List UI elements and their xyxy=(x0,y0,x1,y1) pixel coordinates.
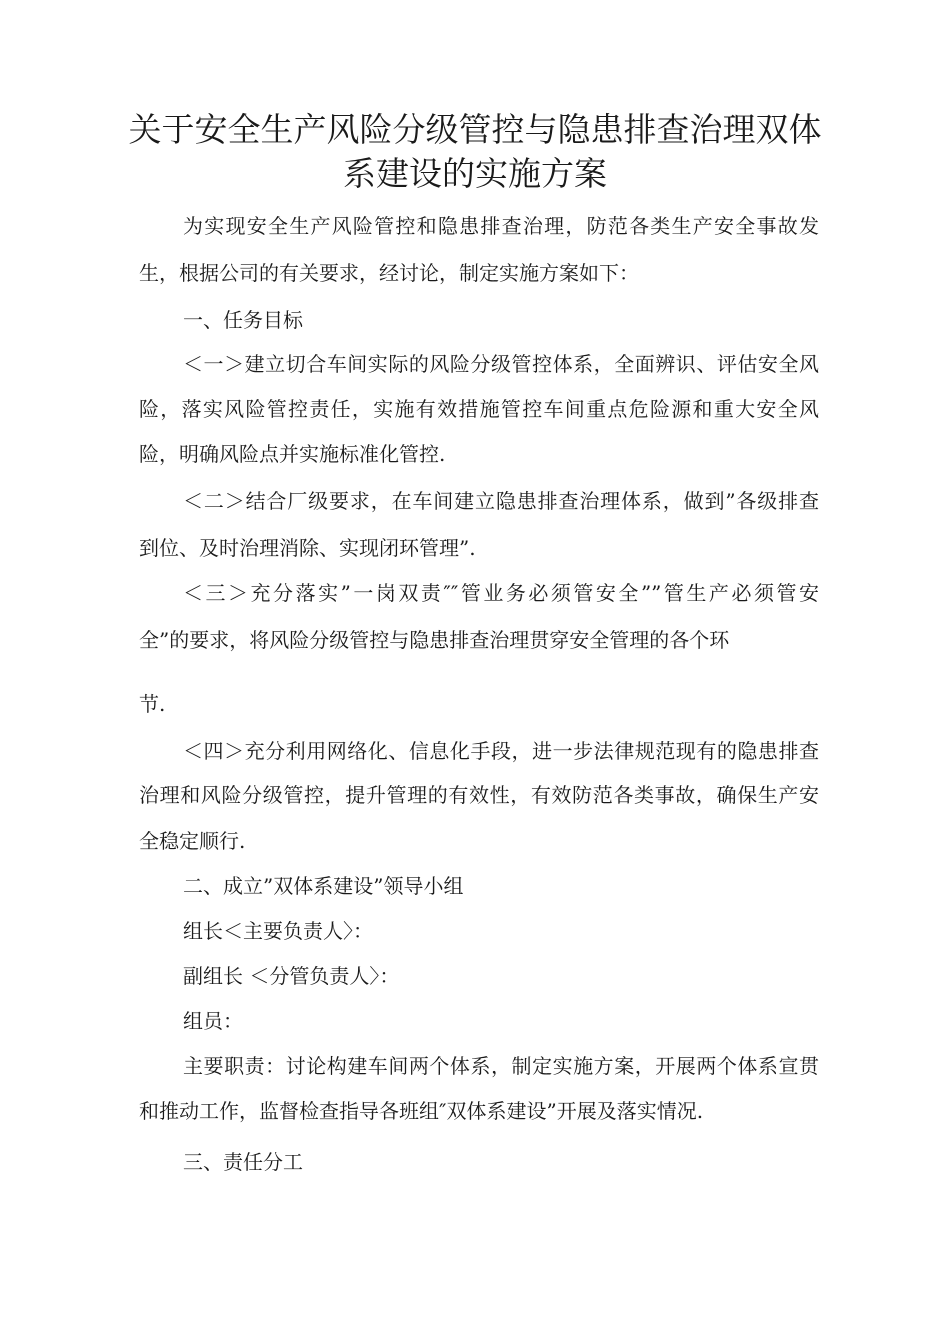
deputy-group-leader: 副组长 ＜分管负责人〉： xyxy=(183,964,400,988)
item-2-line-2: 到位、及时治理消除、实现闭环管理”. xyxy=(139,536,476,560)
document-title-line-1: 关于安全生产风险分级管控与隐患排查治理双体 xyxy=(128,110,822,149)
item-1-line-3: 险，明确风险点并实施标准化管控. xyxy=(139,442,446,466)
duties-line-1: 主要职责：讨论构建车间两个体系，制定实施方案，开展两个体系宣贯 xyxy=(183,1054,819,1078)
item-1-line-1: ＜一＞建立切合车间实际的风险分级管控体系，全面辨识、评估安全风 xyxy=(183,352,819,376)
heading-task-goals: 一、任务目标 xyxy=(183,308,303,332)
group-members: 组员： xyxy=(183,1009,243,1033)
item-1-line-2: 险，落实风险管控责任，实施有效措施管控车间重点危险源和重大安全风 xyxy=(139,397,819,421)
paragraph-intro-line-1: 为实现安全生产风险管控和隐患排查治理，防范各类生产安全事故发 xyxy=(183,214,819,238)
item-4-line-3: 全稳定顺行. xyxy=(139,829,246,853)
group-leader: 组长＜主要负责人〉： xyxy=(183,919,373,943)
paragraph-intro-line-2: 生，根据公司的有关要求，经讨论，制定实施方案如下： xyxy=(139,261,639,285)
item-4-line-1: ＜四＞充分利用网络化、信息化手段，进一步法律规范现有的隐患排查 xyxy=(183,739,819,763)
item-2-line-1: ＜二＞结合厂级要求，在车间建立隐患排查治理体系，做到”各级排查 xyxy=(183,489,819,513)
item-3-line-3: 节. xyxy=(139,692,166,716)
heading-responsibility-division: 三、责任分工 xyxy=(183,1150,303,1174)
item-3-line-2: 全”的要求，将风险分级管控与隐患排查治理贯穿安全管理的各个环 xyxy=(139,628,730,652)
document-title-line-2: 系建设的实施方案 xyxy=(343,154,607,193)
item-4-line-2: 治理和风险分级管控，提升管理的有效性，有效防范各类事故，确保生产安 xyxy=(139,783,819,807)
heading-leadership-group: 二、成立”双体系建设”领导小组 xyxy=(183,874,464,898)
duties-line-2: 和推动工作，监督检查指导各班组″双体系建设”开展及落实情况. xyxy=(139,1099,704,1123)
item-3-line-1: ＜三＞充分落实”一岗双责″″管业务必须管安全””管生产必须管安 xyxy=(183,581,819,605)
